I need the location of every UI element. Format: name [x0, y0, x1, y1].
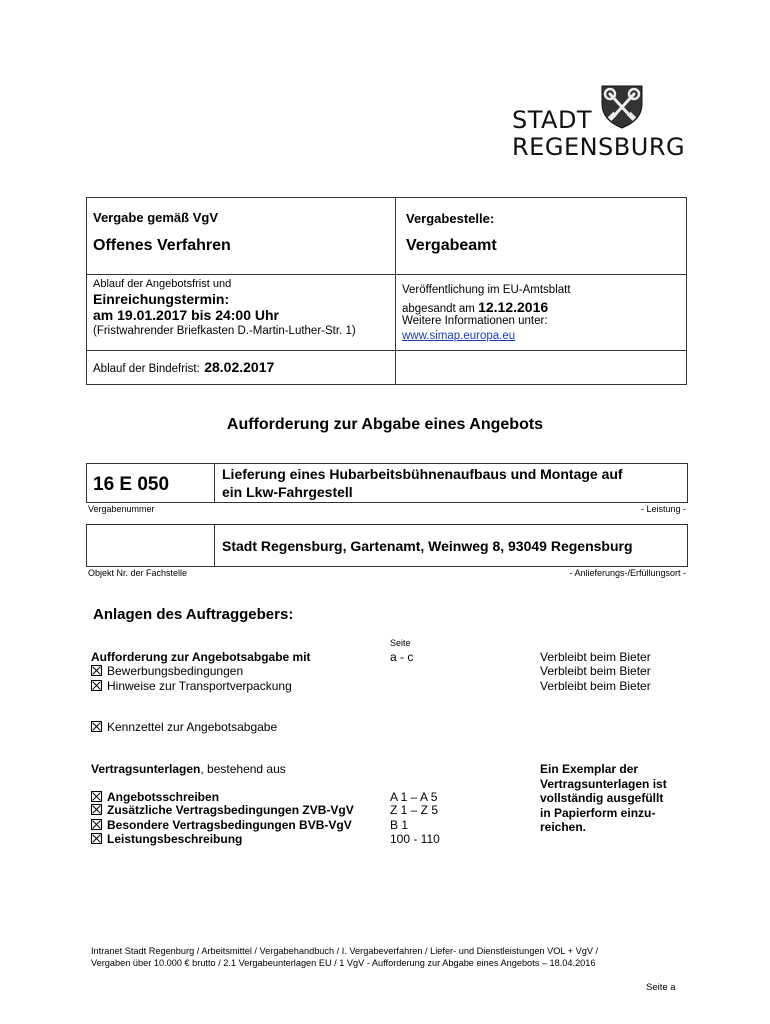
exemplar-line: reichen. — [540, 820, 587, 834]
aufforderung-label: Aufforderung zur Angebotsabgabe mit — [91, 650, 311, 664]
aufforderung-seite: a - c — [390, 650, 414, 664]
anlage-item-label: Bewerbungsbedingungen — [107, 664, 244, 678]
anlage-item-label: Hinweise zur Transportverpackung — [107, 679, 292, 693]
bindefrist-label: Ablauf der Bindefrist: — [93, 363, 200, 375]
ort-caption: - Anlieferungs-/Erfüllungsort - — [569, 568, 686, 578]
logo-line1: STADT — [512, 106, 593, 134]
vertrag-item-label: Zusätzliche Vertragsbedingungen ZVB-VgV — [107, 803, 354, 817]
anlage-item — [91, 679, 292, 694]
leistung-line1: Lieferung eines Hubarbeitsbühnenaufbaus und Montage auf — [222, 466, 623, 482]
kennzettel-item — [91, 720, 277, 735]
anlagen-heading: Anlagen des Auftraggebers: — [93, 606, 294, 623]
vertrag-item-seite: 100 - 110 — [390, 832, 440, 846]
vertrag-item-label: Leistungsbeschreibung — [107, 832, 243, 846]
checked-checkbox-icon[interactable] — [91, 819, 102, 830]
vertrag-item — [91, 818, 352, 833]
leistung-line2: ein Lkw-Fahrgestell — [222, 484, 353, 500]
abgesandt-line — [402, 299, 548, 315]
vertragsunterlagen-label — [91, 762, 286, 777]
vergabenummer-caption: Vergabenummer — [88, 504, 155, 514]
page-number: Seite a — [646, 982, 676, 993]
vertrag-item-seite: B 1 — [390, 818, 409, 832]
termin-value: am 19.01.2017 bis 24:00 Uhr — [93, 307, 280, 323]
vertrag-item-seite: A 1 – A 5 — [390, 790, 438, 804]
exemplar-note — [540, 762, 667, 835]
vertrag-item-label: Angebotsschreiben — [107, 790, 220, 804]
ablauf-label: Ablauf der Angebotsfrist und — [93, 278, 232, 290]
vergabestelle-value: Vergabeamt — [406, 237, 497, 254]
leistung-caption: - Leistung - — [640, 504, 686, 514]
abgesandt-label: abgesandt am — [402, 303, 475, 315]
logo-line2: REGENSBURG — [512, 133, 686, 161]
verfahren-value: Offenes Verfahren — [93, 237, 231, 254]
weitere-info-label: Weitere Informationen unter: — [402, 315, 548, 327]
verbleibt-2: Verbleibt beim Bieter — [540, 664, 651, 678]
vertragsunterlagen-rest: , bestehend aus — [200, 762, 286, 776]
vertrag-item — [91, 803, 354, 818]
simap-link[interactable]: www.simap.europa.eu — [402, 330, 516, 342]
termin-label: Einreichungstermin: — [93, 291, 230, 307]
bindefrist-value: 28.02.2017 — [204, 359, 275, 375]
verbleibt-3: Verbleibt beim Bieter — [540, 679, 651, 693]
briefkasten-note: (Fristwahrender Briefkasten D.-Martin-Luther-Str. 1) — [93, 325, 356, 337]
footer-line1: Intranet Stadt Regenburg / Arbeitsmittel / Vergabehandbuch / I. Vergabeverfahren / Liefer- und Dienstleistungen VOL + VgV / — [91, 946, 599, 956]
bindefrist-line — [93, 359, 274, 377]
footer-line2: Vergaben über 10.000 € brutto / 2.1 Vergabeunterlagen EU / 1 VgV - Aufforderung zur Abgabe eines Angebots – 18.04.2016 — [91, 958, 596, 968]
objekt-caption: Objekt Nr. der Fachstelle — [88, 568, 188, 578]
checked-checkbox-icon[interactable] — [91, 804, 102, 815]
checked-checkbox-icon[interactable] — [91, 680, 102, 691]
exemplar-line: Vertragsunterlagen ist — [540, 776, 667, 791]
vergabe-nummer: 16 E 050 — [93, 474, 170, 495]
vertragsunterlagen-bold: Vertragsunterlagen — [91, 762, 201, 776]
exemplar-line: Ein Exemplar der — [540, 762, 639, 776]
page-title: Aufforderung zur Abgabe eines Angebots — [226, 416, 544, 433]
anlage-item — [91, 664, 243, 679]
veroeffentlichung-label: Veröffentlichung im EU-Amtsblatt — [402, 284, 571, 296]
vertrag-item — [91, 832, 242, 847]
abgesandt-date: 12.12.2016 — [478, 299, 549, 315]
checked-checkbox-icon[interactable] — [91, 833, 102, 844]
verbleibt-1: Verbleibt beim Bieter — [540, 650, 651, 664]
vergabe-label: Vergabe gemäß VgV — [93, 210, 218, 225]
kennzettel-label: Kennzettel zur Angebotsabgabe — [107, 720, 278, 734]
vertrag-item-seite: Z 1 – Z 5 — [390, 803, 439, 817]
coat-of-arms-icon — [596, 82, 648, 130]
vertrag-item-label: Besondere Vertragsbedingungen BVB-VgV — [107, 818, 352, 832]
checked-checkbox-icon[interactable] — [91, 721, 102, 732]
checked-checkbox-icon[interactable] — [91, 791, 102, 802]
exemplar-line: vollständig ausgefüllt — [540, 791, 664, 805]
checked-checkbox-icon[interactable] — [91, 665, 102, 676]
exemplar-line: in Papierform einzu- — [540, 805, 656, 820]
erfuellungsort-value: Stadt Regensburg, Gartenamt, Weinweg 8, 93049 Regensburg — [222, 538, 633, 554]
vergabestelle-label: Vergabestelle: — [406, 211, 495, 226]
seite-label: Seite — [390, 638, 411, 648]
